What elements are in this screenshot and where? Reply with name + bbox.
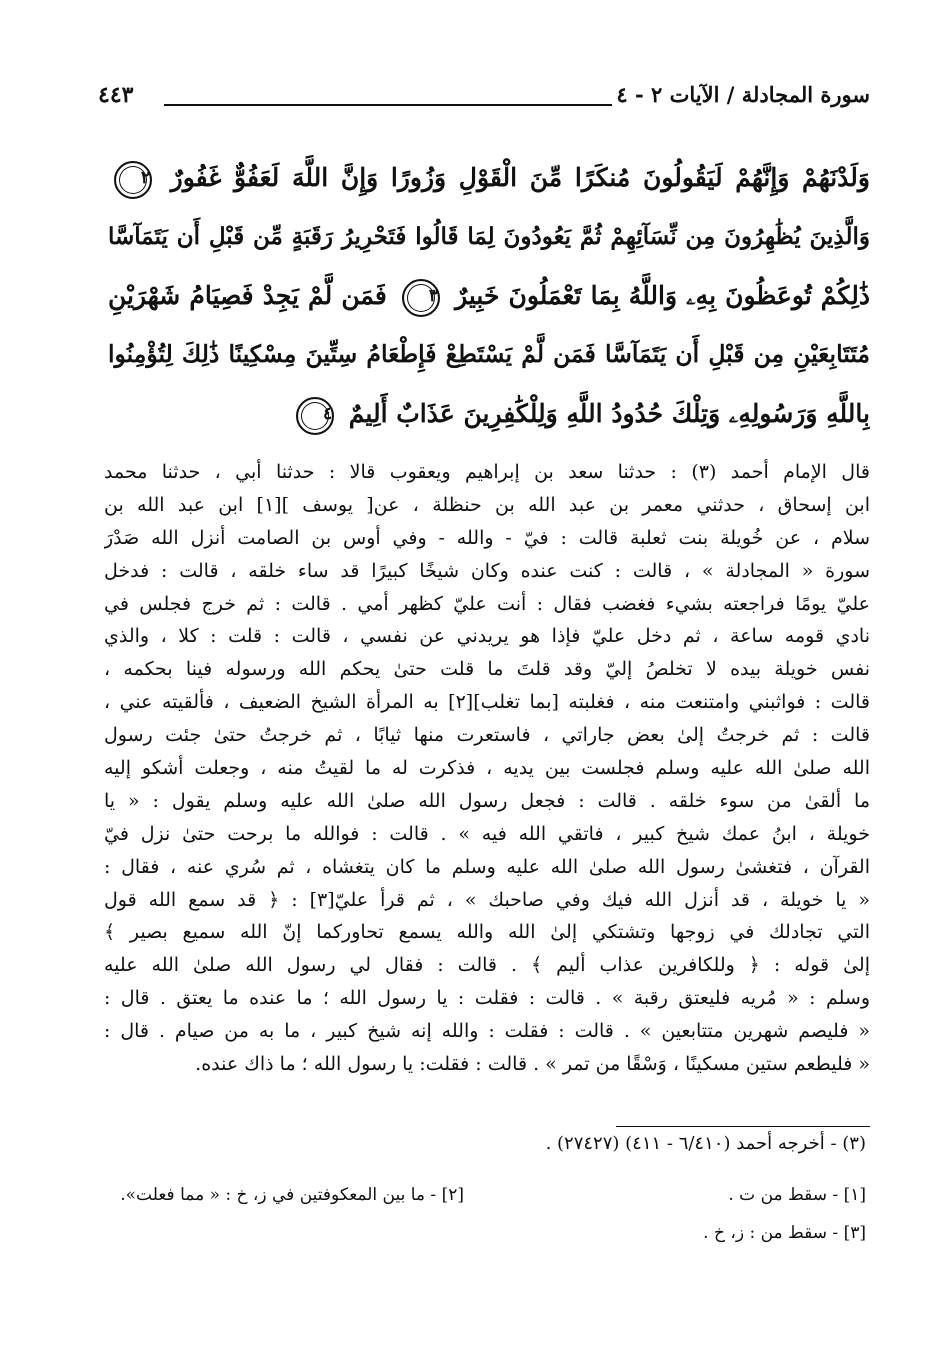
verse-text: فَمَن لَّمْ يَجِدْ فَصِيَامُ شَهْرَيْنِ <box>108 281 387 310</box>
prose-line: وسلم : « مُريه فليعتق رقبة » . قالت : فقلت : يا رسول الله ؛ ما عنده ما يعتق . قال : <box>104 987 870 1010</box>
prose-line: التي تجادلك في زوجها وتشتكي إلىٰ الله والله يسمع تحاوركما إنّ الله سميع بصير ﴾ <box>104 921 870 944</box>
prose-line: ابن إسحاق ، حدثني معمر بن عبد الله بن حنظلة ، عن[ يوسف ][١] ابن عبد الله بن <box>104 493 870 516</box>
prose-line: نادي قومه ساعة ، ثم دخل عليّ فإذا هو يريدني عن نفسي ، قالت : قلت : كلا ، والذي <box>104 625 870 648</box>
verse-line <box>108 148 870 207</box>
footnote-3: [٣] - سقط من : ز، خ . <box>703 1223 866 1243</box>
verse-text: وَلَدْنَهُمْ وَإِنَّهُمْ لَيَقُولُونَ مُنكَرًا مِّنَ الْقَوْلِ وَزُورًا وَإِنَّ اللَّهَ لَعَفُوٌّ غَفُورٌ <box>170 163 870 192</box>
prose-line: سلام ، عن خُويلة بنت ثعلبة قالت : فيّ - والله - وفي أوس بن الصامت أنزل الله صَدْرَ <box>104 526 870 549</box>
prose-line: عليّ يومًا فراجعته بشيء فغضب فقال : أنت عليّ كظهر أمي . قالت : ثم خرج فجلس في <box>104 592 870 615</box>
verse-text: مُتَتَابِعَيْنِ مِن قَبْلِ أَن يَتَمَآسَّا فَمَن لَّمْ يَسْتَطِعْ فَإِطْعَامُ سِتِّينَ مِسْكِينًا ذَٰلِكَ لِتُؤْمِنُوا <box>108 340 870 368</box>
footnote-1: [١] - سقط من ت . <box>728 1185 866 1205</box>
prose-line: نفس خويلة بيده لا تخلصُ إليّ وقد قلتَ ما قلت حتىٰ يحكم الله ورسوله فينا بحكمه ، <box>104 658 870 681</box>
verse-line <box>108 266 870 325</box>
prose-line: « يا خويلة ، قد أنزل الله فيك وفي صاحبك » ، ثم قرأ عليّ[٣] : ﴿ قد سمع الله قول <box>104 888 870 911</box>
prose-line: ما ألقىٰ من سوء خلقه . قالت : فجعل رسول الله صلىٰ الله عليه وسلم يقول : « يا <box>104 789 870 812</box>
footnote-source: (٣) - أخرجه أحمد (٦/٤١٠ - ٤١١) (٢٧٤٢٧) . <box>545 1133 866 1154</box>
prose-line: قال الإمام أحمد (٣) : حدثنا سعد بن إبراهيم ويعقوب قالا : حدثنا أبي ، حدثنا محمد <box>104 461 870 483</box>
prose-line: « فليصم شهرين متتابعين » . قالت : فقلت : والله إنه شيخ كبير ، ما به من صيام . قال : <box>104 1020 870 1043</box>
prose-line: قالت : ثم خرجتُ إلىٰ بعض جاراتي ، فاستعرت منها ثيابًا ، ثم خرجتُ حتىٰ جئت رسول <box>104 724 870 747</box>
commentary-text <box>104 456 870 1081</box>
header-rule <box>164 104 612 106</box>
verse-line <box>108 207 870 266</box>
prose-line: القرآن ، فتغشىٰ رسول الله صلىٰ الله عليه وسلم ما كان يتغشاه ، ثم سُري عنه ، فقال : <box>104 855 870 878</box>
prose-line: خويلة ، ابنُ عمك شيخ كبير ، فاتقي الله فيه » . قالت : فوالله ما برحت حتىٰ نزل فيّ <box>104 822 870 845</box>
prose-line: إلىٰ قوله : ﴿ وللكافرين عذاب أليم ﴾ . قالت : فقال لي رسول الله صلىٰ الله عليه <box>104 954 870 977</box>
prose-line: « فليطعم ستين مسكينًا ، وَسْقًا من تمر » . قالت : فقلت: يا رسول الله ؛ ما ذاك عنده. <box>195 1053 870 1076</box>
verse-text: بِاللَّهِ وَرَسُولِهِۦ وَتِلْكَ حُدُودُ اللَّهِ وَلِلْكَٰفِرِينَ عَذَابٌ أَلِيمٌ <box>348 399 870 428</box>
ayah-marker: ٣ <box>402 279 440 317</box>
verse-line <box>108 325 870 384</box>
prose-line: قالت : فواثبني وامتنعت منه ، فغلبته [بما تغلب][٢] به المرأة الشيخ الضعيف ، فألقيته عني ، <box>104 691 870 714</box>
running-title: سورة المجادلة / الآيات ٢ - ٤ <box>616 82 870 107</box>
footnote-2: [٢] - ما بين المعكوفتين في ز، خ : « مما فعلت». <box>120 1185 464 1205</box>
quran-verses <box>108 148 870 443</box>
footnote-divider <box>616 1126 870 1127</box>
page-number: ٤٤٣ <box>98 82 134 108</box>
prose-line: الله صلىٰ الله عليه وسلم فجلست بين يديه ، فذكرت له ما لقيتُ منه ، وجعلت أشكو إليه <box>104 757 870 780</box>
ayah-marker: ٤ <box>296 397 334 435</box>
prose-line: سورة « المجادلة » ، قالت : كنت عنده وكان شيخًا كبيرًا قد ساء خلقه ، قالت : فدخل <box>104 559 870 582</box>
verse-text: وَالَّذِينَ يُظَٰهِرُونَ مِن نِّسَآئِهِمْ ثُمَّ يَعُودُونَ لِمَا قَالُوا فَتَحْرِيرُ رَقَبَةٍ مِّن قَبْلِ أَن يَتَمَآسَّا <box>108 223 870 250</box>
ayah-marker: ٢ <box>114 161 152 199</box>
verse-line <box>108 384 870 443</box>
verse-text: ذَٰلِكُمْ تُوعَظُونَ بِهِۦ وَاللَّهُ بِمَا تَعْمَلُونَ خَبِيرٌ <box>455 281 870 310</box>
page-header <box>98 82 870 116</box>
